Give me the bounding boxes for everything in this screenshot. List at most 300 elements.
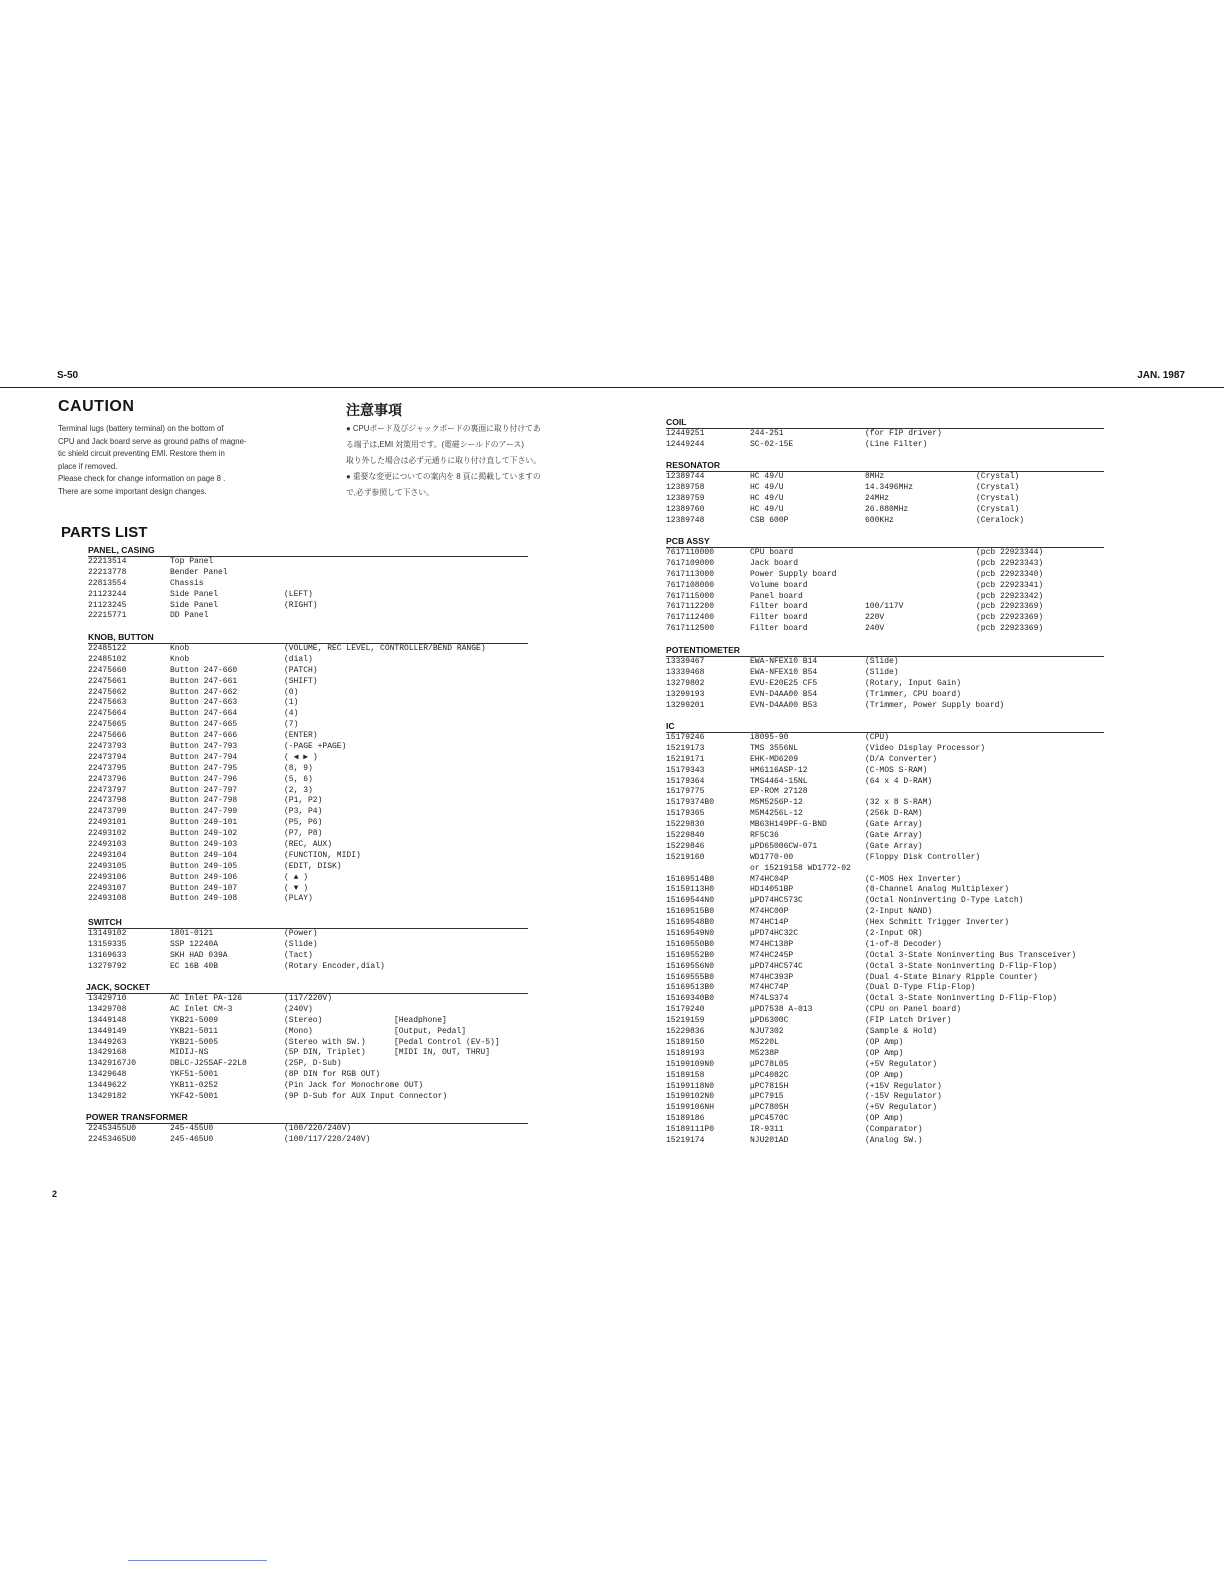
part-number: 22473794 — [88, 752, 127, 762]
part-number: 22475662 — [88, 687, 127, 697]
table-row — [666, 744, 1104, 755]
table-row — [666, 657, 1104, 668]
table-row — [666, 766, 1104, 777]
table-row — [666, 973, 1104, 984]
part-note: (8-Channel Analog Multiplexer) — [865, 885, 1010, 895]
part-number: 12389758 — [666, 482, 705, 492]
table-row — [666, 831, 1104, 842]
part-number: 22215771 — [88, 611, 127, 621]
part-note: (Comparator) — [865, 1125, 923, 1135]
section-pcb-assy — [666, 536, 1104, 635]
table-row — [88, 666, 528, 677]
table-row — [666, 809, 1104, 820]
part-description: Knob — [170, 654, 190, 664]
part-description: M74HC245P — [750, 950, 794, 960]
table-row — [88, 742, 528, 753]
part-number: 15229846 — [666, 841, 705, 851]
part-description: Jack board — [750, 558, 799, 568]
part-number: 15199102N0 — [666, 1092, 715, 1102]
part-number: 22485122 — [88, 644, 127, 653]
part-number: 15199109N0 — [666, 1059, 715, 1069]
table-row — [88, 764, 528, 775]
part-note: ( ▼ ) — [284, 883, 309, 893]
caution-line: There are some important design changes. — [58, 486, 207, 496]
table-row — [88, 884, 528, 895]
part-note: (Tact) — [284, 950, 313, 960]
table-row — [88, 796, 528, 807]
part-number: 15199118N0 — [666, 1081, 715, 1091]
table-row — [666, 787, 1104, 798]
part-note: (Trimmer, CPU board) — [865, 689, 962, 699]
part-number: 22473799 — [88, 807, 127, 817]
part-note: (LEFT) — [284, 589, 313, 599]
part-extra: (Crystal) — [976, 493, 1020, 503]
part-number: 15179343 — [666, 765, 705, 775]
part-description: HC 49/U — [750, 493, 784, 503]
table-row — [88, 894, 528, 905]
part-number: 22453465U0 — [88, 1134, 137, 1144]
table-row — [86, 1005, 528, 1016]
part-number: 13429167J0 — [88, 1059, 137, 1069]
part-extra: (pcb 22923342) — [976, 591, 1044, 601]
part-description: EHK-MD6209 — [750, 754, 799, 764]
part-note: (25P, D-Sub) — [284, 1059, 342, 1069]
part-note: (7) — [284, 720, 299, 730]
part-description: Button 249-102 — [170, 829, 238, 839]
part-number: 13299201 — [666, 700, 705, 710]
part-description: M74HC74P — [750, 983, 789, 993]
part-description: 1801-0121 — [170, 929, 214, 938]
part-note: 8MHz — [865, 472, 885, 481]
part-note: (for FIP driver) — [865, 429, 942, 438]
table-row — [666, 842, 1104, 853]
part-note: (ENTER) — [284, 731, 318, 741]
part-note: (100/220/240V) — [284, 1124, 352, 1133]
table-row — [666, 701, 1104, 712]
part-description: AC Inlet CM-3 — [170, 1004, 233, 1014]
parts-table — [666, 657, 1104, 711]
part-description: Button 247-661 — [170, 676, 238, 686]
table-row — [666, 1092, 1104, 1103]
part-number: 15169550B0 — [666, 939, 715, 949]
part-number: 13339468 — [666, 667, 705, 677]
table-row — [666, 1027, 1104, 1038]
part-number: 15169552B0 — [666, 950, 715, 960]
table-row — [88, 688, 528, 699]
section-title: KNOB, BUTTON — [88, 632, 154, 642]
part-description: TMS 3556NL — [750, 743, 799, 753]
part-note: (OP Amp) — [865, 1070, 904, 1080]
part-description: DBLC-J25SAF-22L8 — [170, 1059, 247, 1069]
section-title: IC — [666, 721, 675, 731]
caution-text — [58, 423, 293, 499]
part-number: 13149102 — [88, 929, 127, 938]
part-number: 22493105 — [88, 861, 127, 871]
part-number: 15189111P0 — [666, 1125, 715, 1135]
part-description: Bender Panel — [170, 567, 228, 577]
section-panel-casing — [88, 545, 528, 622]
part-description: YKB21-5011 — [170, 1026, 219, 1036]
part-description: HM6116ASP-12 — [750, 765, 808, 775]
part-note: (2-Input OR) — [865, 929, 923, 939]
table-row — [666, 494, 1104, 505]
part-number: 15179246 — [666, 733, 705, 742]
part-number: 13279802 — [666, 678, 705, 688]
section-title: RESONATOR — [666, 460, 721, 470]
part-number: 12389748 — [666, 515, 705, 525]
part-description: M74LS374 — [750, 994, 789, 1004]
caution-title: CAUTION — [58, 398, 135, 415]
part-note: (+15V Regulator) — [865, 1081, 942, 1091]
table-row — [86, 1038, 528, 1049]
table-row — [88, 775, 528, 786]
part-note: (OP Amp) — [865, 1048, 904, 1058]
part-number: 13449622 — [88, 1081, 127, 1091]
part-note: (EDIT, DISK) — [284, 861, 342, 871]
part-note: (Octal 3-State Noninverting D-Flip-Flop) — [865, 961, 1058, 971]
part-note: (2-Input NAND) — [865, 907, 933, 917]
table-row — [666, 440, 1104, 451]
part-note: (-15V Regulator) — [865, 1092, 942, 1102]
part-description: Button 247-662 — [170, 687, 238, 697]
table-row — [86, 1048, 528, 1059]
part-number: 13169633 — [88, 950, 127, 960]
part-extra: (pcb 22923369) — [976, 624, 1044, 634]
table-row — [88, 698, 528, 709]
part-number: 22475663 — [88, 698, 127, 708]
jp-caution-title: 注意事項 — [346, 402, 402, 418]
part-note: (P5, P6) — [284, 818, 323, 828]
table-row — [666, 505, 1104, 516]
table-row — [666, 1016, 1104, 1027]
table-row — [666, 516, 1104, 527]
part-description: Button 247-797 — [170, 785, 238, 795]
part-number: 15229830 — [666, 820, 705, 830]
part-description: Chassis — [170, 578, 204, 588]
part-number: 15169340B0 — [666, 994, 715, 1004]
part-note: 14.3496MHz — [865, 482, 914, 492]
table-row — [666, 929, 1104, 940]
part-number: 22493108 — [88, 894, 127, 904]
part-note: (100/117/220/240V) — [284, 1134, 371, 1144]
table-row — [666, 1114, 1104, 1125]
table-row — [86, 1059, 528, 1070]
table-row — [666, 962, 1104, 973]
part-description: Button 249-103 — [170, 840, 238, 850]
part-description: μPC4570C — [750, 1114, 789, 1124]
jp-caution-line: る端子は,EMI 対策用です。(電磁シールドのアース) — [346, 440, 524, 449]
part-number: 12389744 — [666, 472, 705, 481]
part-note: (256k D-RAM) — [865, 809, 923, 819]
part-number: 15159113H0 — [666, 885, 715, 895]
part-description: HD14051BP — [750, 885, 794, 895]
table-row — [88, 753, 528, 764]
part-description: TMS4464-15NL — [750, 776, 808, 786]
part-number: 22475664 — [88, 709, 127, 719]
table-row — [666, 581, 1104, 592]
part-note: (9P D-Sub for AUX Input Connector) — [284, 1092, 448, 1102]
part-note: (Gate Array) — [865, 841, 923, 851]
part-number: 21123245 — [88, 600, 127, 610]
jp-caution-line: 取り外した場合は必ず元通りに取り付け直して下さい。 — [346, 456, 541, 465]
part-note: (RIGHT) — [284, 600, 318, 610]
caution-line: tic shield circuit preventing EMI. Restore them in — [58, 449, 225, 459]
part-number: 15169513B0 — [666, 983, 715, 993]
part-note: (Hex Schmitt Trigger Inverter) — [865, 918, 1010, 928]
part-description: SC-02-15E — [750, 439, 794, 449]
part-note: (117/220V) — [284, 994, 333, 1003]
table-row — [666, 592, 1104, 603]
part-note: (D/A Converter) — [865, 754, 938, 764]
table-row — [86, 1135, 528, 1146]
part-note: (Slide) — [865, 657, 899, 666]
part-note: (1) — [284, 698, 299, 708]
part-number: 15189193 — [666, 1048, 705, 1058]
part-note: 220V — [865, 613, 885, 623]
table-row — [666, 613, 1104, 624]
part-description: Button 249-106 — [170, 872, 238, 882]
part-description: IR-9311 — [750, 1125, 784, 1135]
table-row — [88, 709, 528, 720]
part-note: (64 x 4 D-RAM) — [865, 776, 933, 786]
part-note: 24MHz — [865, 493, 890, 503]
part-note: (Octal Noninverting D-Type Latch) — [865, 896, 1024, 906]
table-row — [666, 570, 1104, 581]
part-extra: [Headphone] — [394, 1015, 447, 1025]
section-title: PCB ASSY — [666, 536, 710, 546]
part-description: μPC4082C — [750, 1070, 789, 1080]
part-number: 22493102 — [88, 829, 127, 839]
part-note: 100/117V — [865, 602, 904, 612]
part-description: HC 49/U — [750, 504, 784, 514]
part-number: 7617108000 — [666, 580, 715, 590]
part-number: 12449251 — [666, 429, 705, 438]
part-number: 13429708 — [88, 1004, 127, 1014]
table-row — [86, 1092, 528, 1103]
table-row — [86, 1027, 528, 1038]
part-number: 22473793 — [88, 742, 127, 752]
part-number: 15219174 — [666, 1135, 705, 1145]
part-description: μPD74HC32C — [750, 929, 799, 939]
part-note: ( ▲ ) — [284, 872, 309, 882]
part-note: (OP Amp) — [865, 1114, 904, 1124]
table-row — [666, 875, 1104, 886]
part-extra: (pcb 22923343) — [976, 558, 1044, 568]
table-row — [88, 579, 528, 590]
part-note: (Rotary Encoder,dial) — [284, 961, 385, 971]
part-note: (+5V Regulator) — [865, 1103, 938, 1113]
part-number: 7617112400 — [666, 613, 715, 623]
part-number: 15169556N0 — [666, 961, 715, 971]
part-description: Button 247-799 — [170, 807, 238, 817]
table-row — [88, 807, 528, 818]
part-extra: [Output, Pedal] — [394, 1026, 467, 1036]
part-number: 15219173 — [666, 743, 705, 753]
part-number: 15229840 — [666, 831, 705, 841]
table-row — [666, 624, 1104, 635]
part-number: 22493101 — [88, 818, 127, 828]
part-description: μPD6300C — [750, 1016, 789, 1026]
parts-table — [666, 472, 1104, 526]
part-note: (Mono) — [284, 1026, 313, 1036]
part-number: 13449148 — [88, 1015, 127, 1025]
part-number: 15189186 — [666, 1114, 705, 1124]
part-extra: (pcb 22923344) — [976, 548, 1044, 557]
part-description: HC 49/U — [750, 482, 784, 492]
table-row — [86, 1081, 528, 1092]
part-description: M5238P — [750, 1048, 779, 1058]
part-description: μPD74HC574C — [750, 961, 803, 971]
part-description: 245-465U0 — [170, 1134, 214, 1144]
table-row — [88, 940, 528, 951]
part-description: i8095-90 — [750, 733, 789, 742]
footer-rule — [128, 1560, 267, 1561]
part-description: Button 247-663 — [170, 698, 238, 708]
part-description: EVU-E20E25 CF5 — [750, 678, 818, 688]
part-note: (Gate Array) — [865, 831, 923, 841]
part-note: (8P DIN for RGB OUT) — [284, 1070, 381, 1080]
table-row — [88, 655, 528, 666]
part-note: (VOLUME, REC LEVEL, CONTROLLER/BEND RANGE) — [284, 644, 486, 653]
part-number: 13429168 — [88, 1048, 127, 1058]
part-description: EVN-D4AA00 B53 — [750, 700, 818, 710]
part-note: (Pin Jack for Monochrome OUT) — [284, 1081, 424, 1091]
part-description: Side Panel — [170, 589, 219, 599]
section-coil — [666, 417, 1104, 451]
part-note: (Gate Array) — [865, 820, 923, 830]
section-title: PANEL, CASING — [88, 545, 155, 555]
part-number: 13429648 — [88, 1070, 127, 1080]
table-row — [666, 483, 1104, 494]
table-row — [666, 472, 1104, 483]
table-row — [666, 1071, 1104, 1082]
part-note: (2, 3) — [284, 785, 313, 795]
part-description: 245-455U0 — [170, 1124, 214, 1133]
part-description: Filter board — [750, 613, 808, 623]
table-row — [666, 820, 1104, 831]
table-row — [666, 602, 1104, 613]
part-description: Button 247-660 — [170, 665, 238, 675]
table-row — [666, 777, 1104, 788]
part-note: (1-of-8 Decoder) — [865, 939, 942, 949]
part-number: 21123244 — [88, 589, 127, 599]
part-note: (Octal 3-State Noninverting D-Flip-Flop) — [865, 994, 1058, 1004]
part-note: (P7, P8) — [284, 829, 323, 839]
part-description: Button 249-108 — [170, 894, 238, 904]
part-note: (OP Amp) — [865, 1037, 904, 1047]
parts-table — [88, 644, 528, 905]
part-number: 7617115000 — [666, 591, 715, 601]
part-number: 7617113000 — [666, 569, 715, 579]
part-description: Button 249-101 — [170, 818, 238, 828]
table-row — [666, 918, 1104, 929]
part-extra: (pcb 22923341) — [976, 580, 1044, 590]
part-note: (Stereo with SW.) — [284, 1037, 366, 1047]
table-row — [666, 548, 1104, 559]
part-note: (Video Display Processor) — [865, 743, 986, 753]
parts-table — [666, 429, 1104, 451]
section-resonator — [666, 460, 1104, 526]
part-note: (Slide) — [284, 939, 318, 949]
part-number: 7617110000 — [666, 548, 715, 557]
part-description: μPC7805H — [750, 1103, 789, 1113]
table-row — [88, 873, 528, 884]
part-note: (FUNCTION, MIDI) — [284, 850, 361, 860]
part-description: MIDIJ-NS — [170, 1048, 209, 1058]
table-row — [88, 840, 528, 851]
part-description: μPC7815H — [750, 1081, 789, 1091]
part-note: 600KHz — [865, 515, 894, 525]
part-number: 22493104 — [88, 850, 127, 860]
header-rule — [0, 387, 1224, 388]
table-row — [666, 690, 1104, 701]
part-note: (Power) — [284, 929, 318, 938]
part-description: M74HC14P — [750, 918, 789, 928]
table-row — [86, 994, 528, 1005]
part-number: 22213778 — [88, 567, 127, 577]
part-note: (Line Filter) — [865, 439, 928, 449]
table-row — [666, 885, 1104, 896]
part-description: YKB11-0252 — [170, 1081, 219, 1091]
part-description: Button 249-105 — [170, 861, 238, 871]
part-number: 15219171 — [666, 754, 705, 764]
part-extra: [Pedal Control (EV-5)] — [394, 1037, 500, 1047]
part-number: 13159335 — [88, 939, 127, 949]
part-description: Button 247-794 — [170, 752, 238, 762]
part-note: (Stereo) — [284, 1015, 323, 1025]
section-title: JACK, SOCKET — [86, 982, 150, 992]
part-note: (Dual 4-State Binary Ripple Counter) — [865, 972, 1038, 982]
part-note: (P1, P2) — [284, 796, 323, 806]
part-description: NJU201AD — [750, 1135, 789, 1145]
table-row — [88, 590, 528, 601]
table-row — [666, 853, 1104, 864]
table-row — [666, 994, 1104, 1005]
part-note: (240V) — [284, 1004, 313, 1014]
part-number: 15179365 — [666, 809, 705, 819]
part-description: M5M4256L-12 — [750, 809, 803, 819]
table-row — [88, 929, 528, 940]
part-number: 13429182 — [88, 1092, 127, 1102]
part-note: ( ◀ ▶ ) — [284, 752, 318, 762]
part-number: 15229836 — [666, 1027, 705, 1037]
part-number: 12389759 — [666, 493, 705, 503]
table-row — [666, 983, 1104, 994]
part-note: 26.880MHz — [865, 504, 909, 514]
table-row — [88, 862, 528, 873]
table-row — [88, 851, 528, 862]
section-knob-button — [88, 632, 528, 905]
part-number: 15179775 — [666, 787, 705, 797]
part-description: YKF42-5001 — [170, 1092, 219, 1102]
table-row — [666, 896, 1104, 907]
part-number: 13279792 — [88, 961, 127, 971]
parts-table — [88, 557, 528, 622]
part-extra: (Crystal) — [976, 472, 1020, 481]
caution-line: Terminal lugs (battery terminal) on the bottom of — [58, 424, 224, 433]
table-row — [86, 1124, 528, 1135]
part-extra: (pcb 22923369) — [976, 613, 1044, 623]
parts-list-title: PARTS LIST — [61, 524, 148, 541]
part-extra: (Crystal) — [976, 482, 1020, 492]
table-row — [666, 907, 1104, 918]
part-description: M74HC04P — [750, 874, 789, 884]
part-extra: [MIDI IN, OUT, THRU] — [394, 1048, 491, 1058]
part-description: M74HC138P — [750, 939, 794, 949]
table-row — [666, 679, 1104, 690]
part-extra: (Ceralock) — [976, 515, 1025, 525]
table-row — [666, 798, 1104, 809]
